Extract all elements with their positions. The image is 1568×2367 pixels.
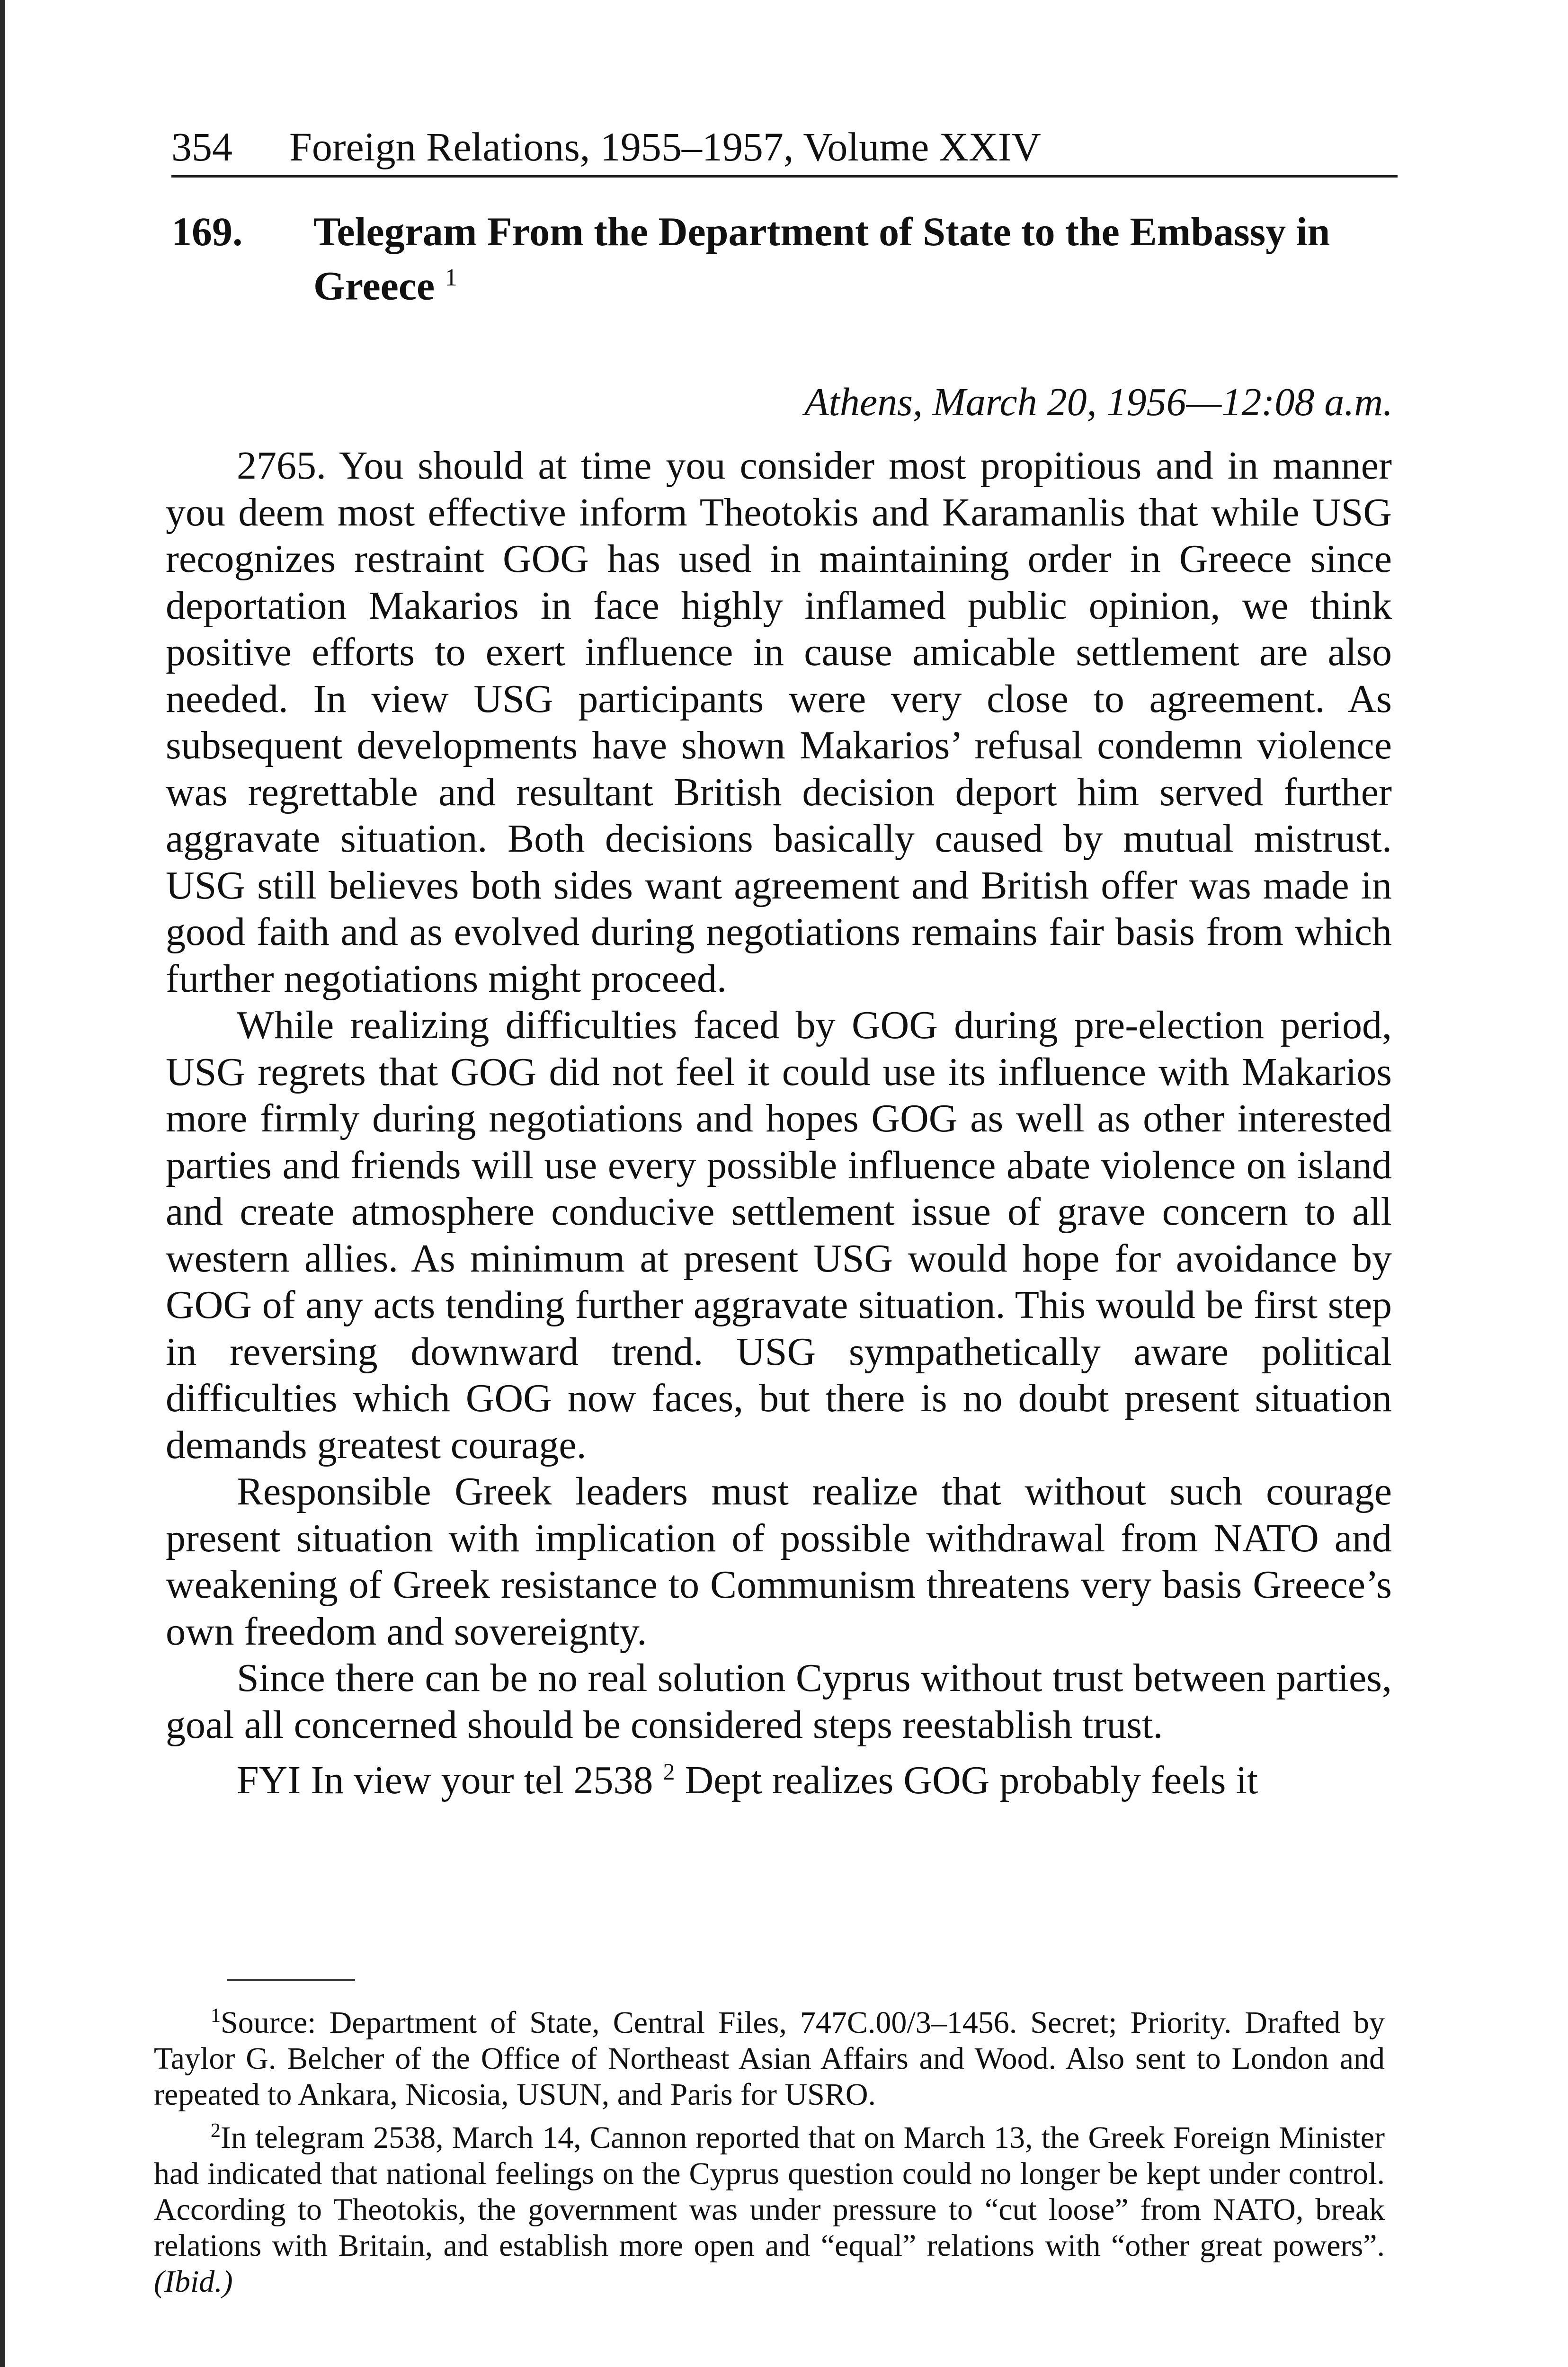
- footnote-text: In telegram 2538, March 14, Cannon reported that on March 13, the Greek Foreign Minister had indicated that national feelings on the Cyprus question could no longer be kept under control. According to Theotokis, the government was under pressure to “cut loose” from NATO, break relations with Britain, and establish more open and “equal” relations with “other great powers”.: [154, 2120, 1385, 2263]
- document-number: 169.: [171, 209, 243, 254]
- footnote: [154, 1998, 1385, 2113]
- body-paragraph: Responsible Greek leaders must realize that without such courage present situation with implication of possible withdrawal from NATO and weakening of Greek resistance to Communism threatens very basis Greece’s own freedom and sovereignty.: [166, 1469, 1392, 1654]
- footnotes: [154, 1998, 1385, 2300]
- body-paragraph: 2765. You should at time you consider most propitious and in manner you deem most effective inform Theotokis and Karamanlis that while USG recognizes restraint GOG has used in maintaining order in Greece since deportation Makarios in face highly inflamed public opinion, we think positive efforts to exert influence in cause amicable settlement are also needed. In view USG participants were very close to agreement. As subsequent developments have shown Makarios’ refusal condemn violence was regrettable and resultant British decision deport him served further aggravate situation. Both decisions basically caused by mutual mistrust. USG still believes both sides want agreement and British offer was made in good faith and as evolved during negotiations remains fair basis from which further negotiations might proceed.: [166, 444, 1392, 1001]
- footnote-divider: [227, 1979, 355, 1981]
- body-paragraph: Since there can be no real solution Cyprus without trust between parties, goal all concerned should be considered steps reestablish trust.: [166, 1656, 1392, 1747]
- publication-title: Foreign Relations, 1955–1957, Volume XXIV: [289, 124, 1041, 169]
- body-paragraph-last: [166, 1748, 1392, 1804]
- footnote-marker: 1: [211, 2005, 221, 2027]
- document-title-text: Telegram From the Department of State to the Embassy in Greece: [313, 209, 1330, 309]
- running-head: [171, 118, 1398, 178]
- document-title: [313, 208, 1402, 309]
- footnote-marker: 2: [211, 2120, 221, 2142]
- telegram-body: [166, 443, 1392, 1804]
- footnote-citation: (Ibid.): [154, 2264, 233, 2299]
- scan-page-edge: [0, 0, 5, 2367]
- footnote-ref-2: 2: [663, 1758, 675, 1785]
- footnote-text: Source: Department of State, Central Files, 747C.00/3–1456. Secret; Priority. Drafted by Taylor G. Belcher of the Office of Northeast Asian Affairs and Wood. Also sent to London and repeated to Ankara, Nicosia, USUN, and Paris for USRO.: [154, 2005, 1385, 2112]
- body-paragraph: While realizing difficulties faced by GOG during pre-election period, USG regrets that GOG did not feel it could use its influence with Makarios more firmly during negotiations and hopes GOG as well as other interested parties and friends will use every possible influence abate violence on island and create atmosphere conducive settlement issue of grave concern to all western allies. As minimum at present USG would hope for avoidance by GOG of any acts tending further aggravate situation. This would be first step in reversing downward trend. USG sympathetically aware political difficulties which GOG now faces, but there is no doubt present situation demands greatest courage.: [166, 1003, 1392, 1467]
- last-paragraph-start: FYI In view your tel 2538: [237, 1758, 653, 1802]
- page-number: 354: [171, 124, 232, 169]
- dateline: Athens, March 20, 1956—12:08 a.m.: [804, 380, 1393, 424]
- last-paragraph-end: Dept realizes GOG probably feels it: [685, 1758, 1258, 1802]
- footnote: [154, 2113, 1385, 2300]
- footnote-ref-1: 1: [445, 264, 457, 291]
